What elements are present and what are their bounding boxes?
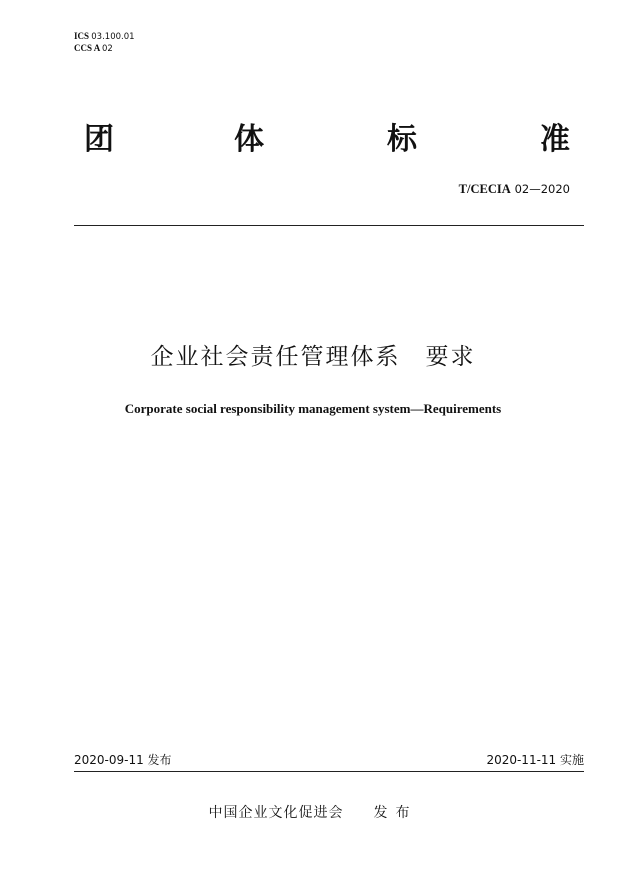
ccs-code-line (74, 43, 135, 55)
standard-number (459, 181, 570, 197)
issue-date: 2020-09-11 发布 (74, 753, 172, 767)
ics-label: ICS (74, 31, 90, 41)
standard-type-heading (84, 120, 578, 160)
standard-type-char: 团 (84, 122, 114, 157)
ccs-code: 02 (102, 44, 113, 54)
top-divider (74, 225, 584, 226)
standard-type-char: 体 (234, 122, 264, 157)
issuer-name: 中国企业文化促进会 (208, 805, 344, 821)
standard-number-prefix: T/CECIA (458, 182, 511, 196)
ics-code-line (74, 31, 135, 43)
ccs-label: CCS A (74, 43, 100, 53)
ics-code: 03.100.01 (91, 32, 135, 42)
issuer-action: 发布 (373, 805, 418, 821)
standard-type-char: 标 (387, 122, 417, 157)
document-title-chinese: 企业社会责任管理体系 要求 (150, 344, 476, 370)
classification-codes (74, 31, 135, 55)
document-title-english: Corporate social responsibility management system—Requirements (124, 401, 502, 416)
standard-number-value: 02—2020 (514, 182, 570, 196)
implementation-date: 2020-11-11 实施 (486, 753, 584, 767)
standard-type-char: 准 (540, 122, 570, 157)
bottom-divider (74, 771, 584, 772)
issuing-organization (0, 803, 626, 823)
